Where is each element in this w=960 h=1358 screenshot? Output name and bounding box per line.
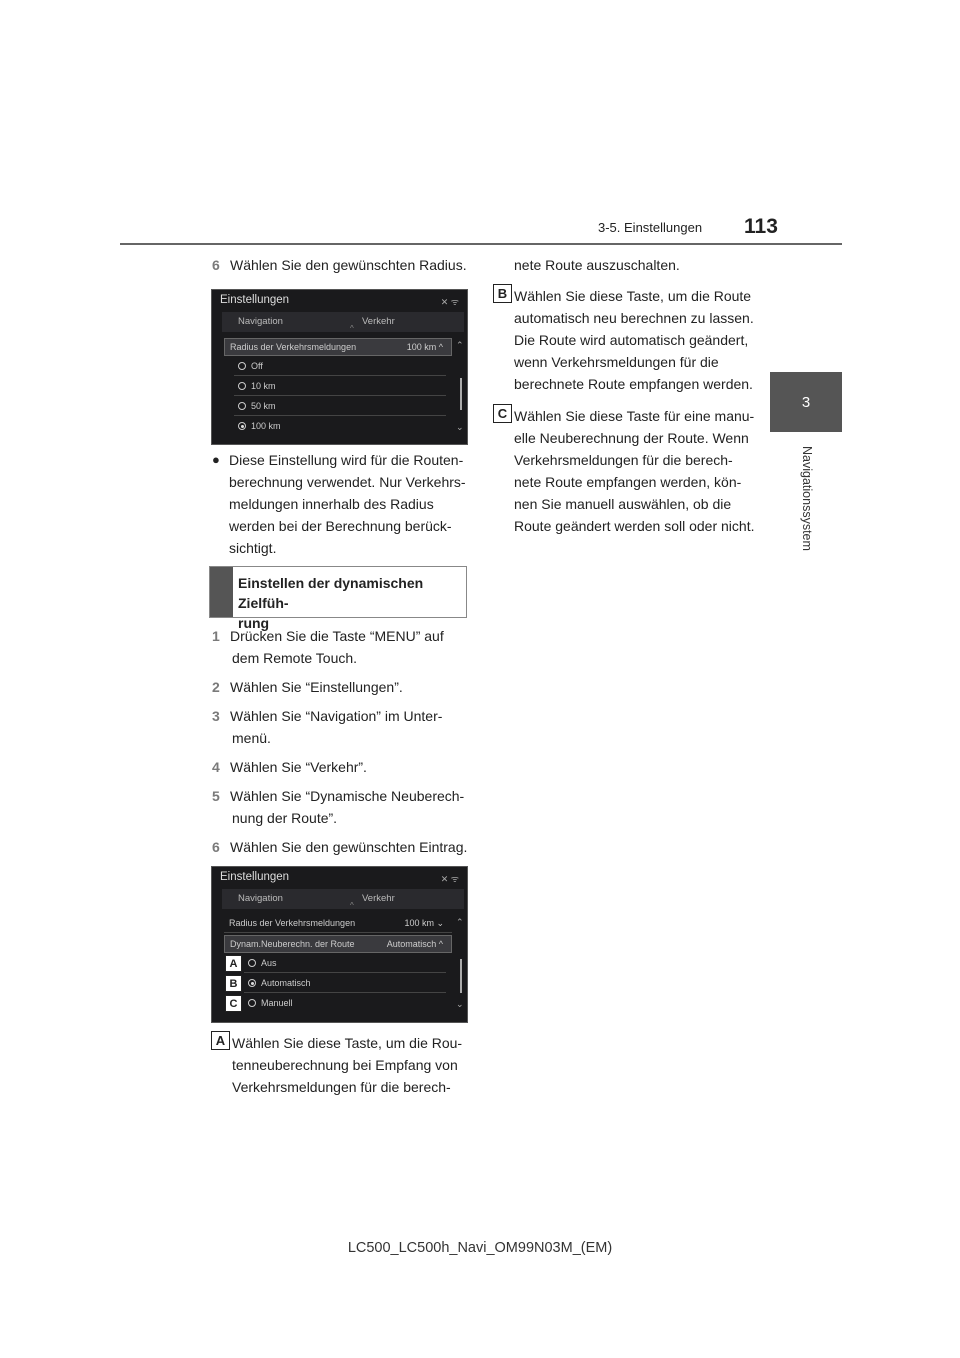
radio-icon [248, 999, 256, 1007]
page-number: 113 [744, 215, 778, 238]
radio-icon [238, 382, 246, 390]
step-text: Drücken Sie die Taste “MENU” auf [230, 628, 444, 644]
step-number: 5 [212, 788, 220, 804]
caret-up-icon: ^ [350, 901, 354, 910]
tab-verkehr: Verkehr [362, 316, 395, 327]
status-icons: ✕ ᯤ [440, 297, 459, 307]
step-text: Wählen Sie “Dynamische Neuberech- [230, 788, 465, 804]
step-text: Wählen Sie “Verkehr”. [230, 759, 367, 775]
label-b: B [493, 284, 512, 303]
chapter-number: 3 [801, 393, 811, 411]
step-item [212, 705, 468, 749]
radio-icon [248, 959, 256, 967]
radio-selected-icon [248, 979, 256, 987]
step-text: Wählen Sie “Navigation” im Unter- [230, 708, 443, 724]
chevron-up-icon: ⌃ [456, 917, 464, 927]
option-label: 10 km [251, 381, 276, 391]
step-text: Wählen Sie “Einstellungen”. [230, 679, 403, 695]
document-footer: LC500_LC500h_Navi_OM99N03M_(EM) [347, 1240, 613, 1256]
setting-value: 100 km ⌄ [404, 918, 444, 928]
scrollbar [460, 959, 462, 993]
header-rule [120, 243, 842, 245]
desc-b: Wählen Sie diese Taste, um die Route automatisch neu berechnen zu lassen. Die Route wird automatisch geändert, wenn Verkehrsmeldungen für die berechnete Route empfangen werden. [514, 288, 754, 392]
callout-c: C [225, 995, 242, 1012]
tab-navigation: Navigation [238, 316, 283, 327]
step-number: 3 [212, 708, 220, 724]
step-text: dem Remote Touch. [232, 650, 358, 666]
option-row [244, 955, 446, 973]
setting-value: Automatisch ^ [386, 939, 443, 949]
bullet-icon: ● [212, 452, 220, 467]
tab-navigation: Navigation [238, 893, 283, 904]
option-row [244, 975, 446, 993]
chapter-label-text: Navigationssystem [800, 446, 814, 551]
screen-title: Einstellungen [220, 294, 290, 306]
desc-a: Wählen Sie diese Taste, um die Rou- tenneuberechnung bei Empfang von Verkehrsmeldungen für die berech- [232, 1035, 463, 1095]
option-label: Automatisch [261, 978, 311, 988]
setting-label: Radius der Verkehrsmeldungen [230, 342, 357, 352]
radio-selected-icon [238, 422, 246, 430]
chevron-down-icon: ⌄ [456, 999, 464, 1009]
setting-row [224, 338, 452, 356]
scrollbar [460, 378, 462, 410]
option-row [234, 378, 446, 396]
setting-value: 100 km ^ [406, 342, 443, 352]
step-number: 6 [212, 839, 220, 855]
step-list [212, 625, 468, 858]
screen-tabs [222, 312, 464, 332]
step-item [212, 676, 468, 698]
step-text: menü. [232, 730, 271, 746]
chapter-label [756, 446, 856, 551]
setting-label: Radius der Verkehrsmeldungen [229, 918, 356, 928]
option-row [234, 358, 446, 376]
label-a: A [211, 1031, 230, 1050]
step-item [212, 756, 468, 778]
callout-b: B [225, 975, 242, 992]
step-item [212, 785, 468, 829]
chevron-down-icon: ⌄ [456, 422, 464, 432]
label-c: C [493, 404, 512, 423]
radio-icon [238, 362, 246, 370]
chevron-up-icon: ⌃ [456, 340, 464, 350]
tab-verkehr: Verkehr [362, 893, 395, 904]
step-number: 1 [212, 628, 220, 644]
section-title: 3-5. Einstellungen [598, 220, 703, 235]
setting-row [224, 915, 452, 933]
option-row [244, 995, 446, 1013]
step-text: Wählen Sie den gewünschten Eintrag. [230, 839, 468, 855]
radio-icon [238, 402, 246, 410]
desc-a-continued: nete Route auszuschalten. [514, 257, 680, 273]
step-text: nung der Route”. [232, 810, 338, 826]
status-icons: ✕ ᯤ [440, 874, 459, 884]
step-item [212, 625, 468, 669]
screenshot-reroute [211, 866, 468, 1023]
setting-row-active [224, 935, 452, 953]
chapter-tab [770, 372, 842, 432]
section-heading [209, 566, 467, 631]
screenshot-radius [211, 289, 468, 445]
caret-up-icon: ^ [350, 324, 354, 333]
step-item [212, 836, 468, 858]
heading-bar [210, 567, 233, 617]
option-row [234, 418, 446, 436]
desc-c: Wählen Sie diese Taste für eine manu- elle Neuberechnung der Route. Wenn Verkehrsmeldungen für die berech- nete Route empfangen werden, kön- nen Sie manuell auswählen, ob die Route geändert werden soll oder nicht. [514, 408, 755, 534]
option-row [234, 398, 446, 416]
step-text: Wählen Sie den gewünschten Radius. [230, 257, 467, 273]
option-label: Aus [261, 958, 277, 968]
option-label: Off [251, 361, 263, 371]
step-number: 4 [212, 759, 220, 775]
screen-title: Einstellungen [220, 871, 290, 883]
heading-text: Einstellen der dynamischen Zielfüh- rung [238, 575, 424, 631]
bullet-text: Diese Einstellung wird für die Routen- berechnung verwendet. Nur Verkehrs- meldungen innerhalb des Radius werden bei der Berechnung berück- sichtigt. [229, 452, 466, 556]
option-label: 100 km [251, 421, 281, 431]
step-item [212, 254, 467, 276]
option-label: 50 km [251, 401, 276, 411]
screen-tabs [222, 889, 464, 909]
setting-label: Dynam.Neuberechn. der Route [230, 939, 355, 949]
step-number: 6 [212, 257, 220, 273]
option-label: Manuell [261, 998, 293, 1008]
callout-a: A [225, 955, 242, 972]
step-number: 2 [212, 679, 220, 695]
